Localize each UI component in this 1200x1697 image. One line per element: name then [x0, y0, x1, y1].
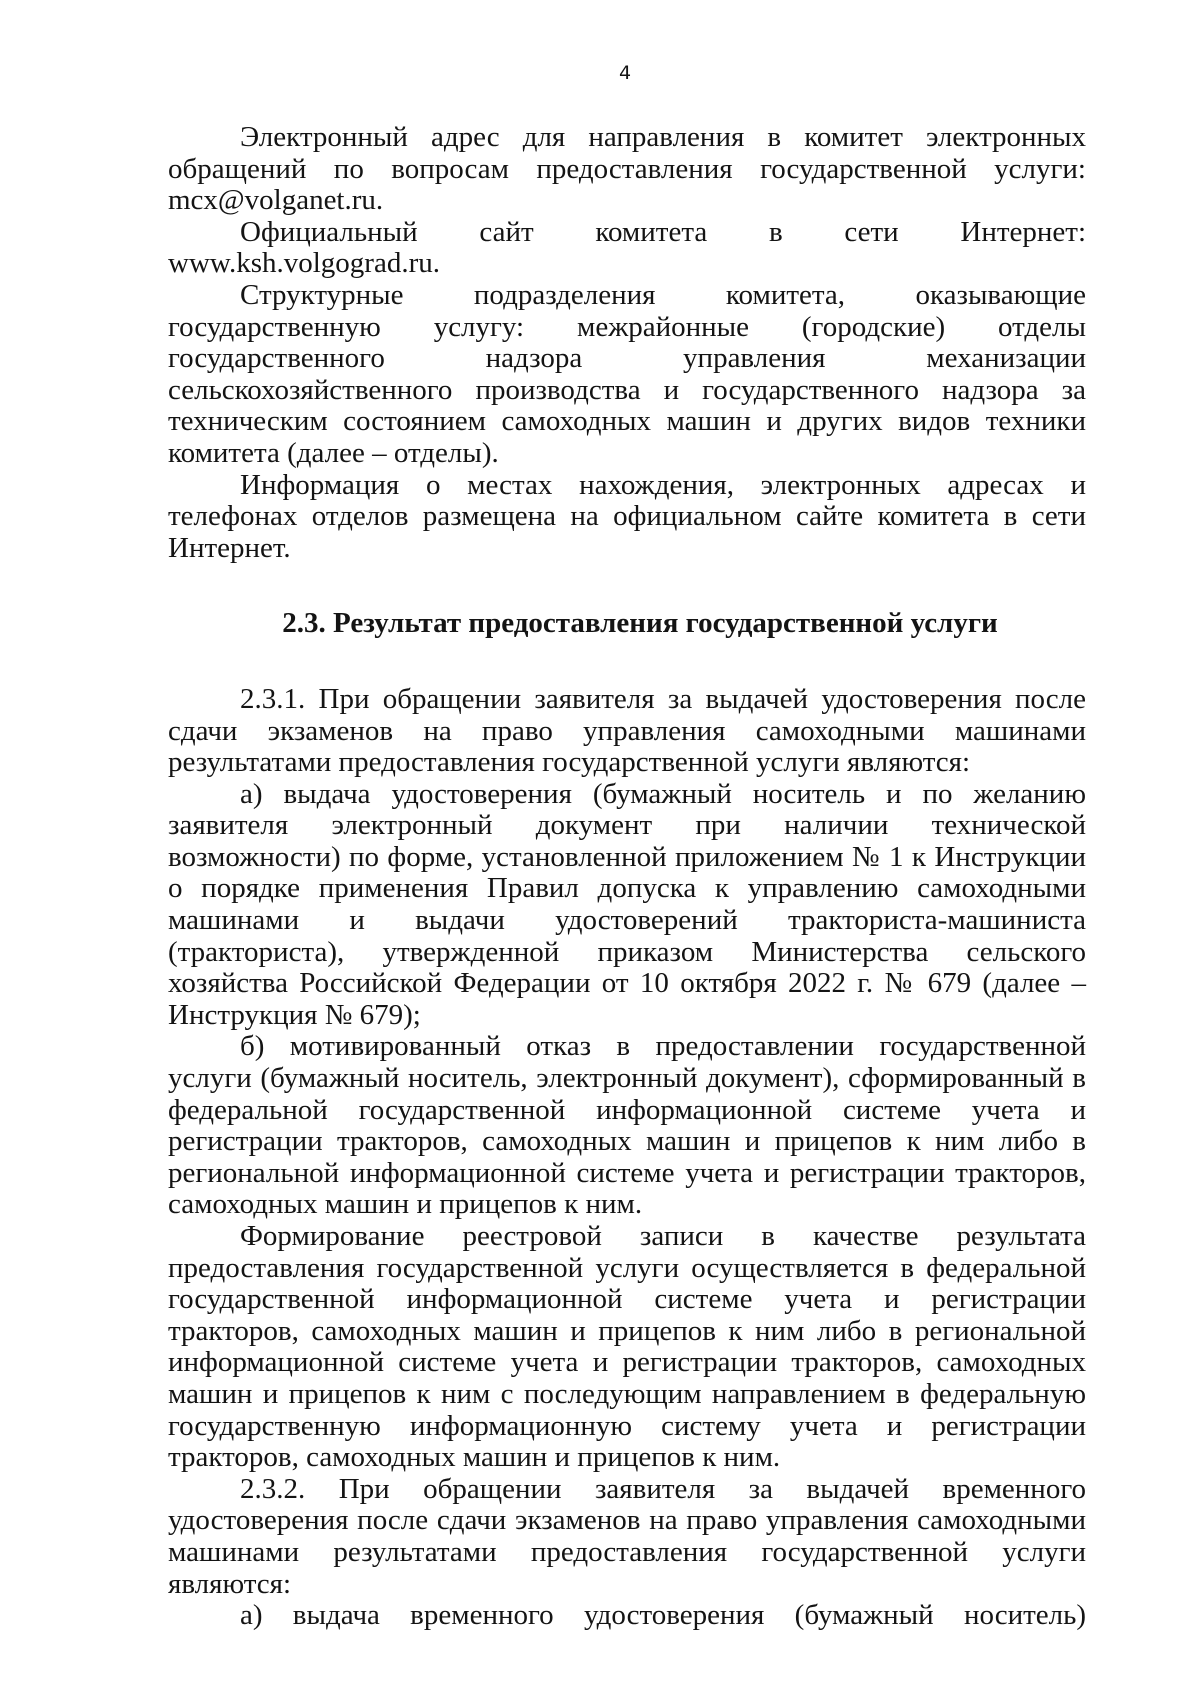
paragraph-item-a: а) выдача удостоверения (бумажный носитель и по желанию заявителя электронный документ при наличии технической возможности) по форме, установленной приложением № 1 к Инструкции о порядке применения Правил допуска к управлению самоходными машинами и выдачи удостоверений тракториста-машиниста (тракториста), утвержденной приказом Министерства сельского хозяйства Российской Федерации от 10 октября 2022 г. № 679 (далее – Инструкция № 679);	[168, 777, 1086, 1031]
section-heading: 2.3. Результат предоставления государственной услуги	[282, 607, 998, 640]
paragraph-email: Электронный адрес для направления в комитет электронных обращений по вопросам предоставления государственной услуги: mcx@volganet.ru.	[168, 121, 1086, 217]
paragraph-item-a-temporary: а) выдача временного удостоверения (бумажный носитель)	[240, 1599, 1086, 1632]
paragraph-departments: Структурные подразделения комитета, оказывающие государственную услугу: межрайонные (городские) отделы государственного надзора управления механизации сельскохозяйственного производства и государственного надзора за техническим состоянием самоходных машин и других видов техники комитета (далее – отделы).	[168, 278, 1086, 469]
paragraph-website: Официальный сайт комитета в сети Интернет: www.ksh.volgograd.ru.	[168, 215, 1086, 280]
page-number: 4	[618, 62, 632, 84]
paragraph-2-3-2: 2.3.2. При обращении заявителя за выдачей временного удостоверения после сдачи экзаменов на право управления самоходными машинами результатами предоставления государственной услуги являются:	[168, 1472, 1086, 1600]
document-body	[168, 122, 1086, 1632]
paragraph-registry-record: Формирование реестровой записи в качестве результата предоставления государственной услуги осуществляется в федеральной государственной информационной системе учета и регистрации тракторов, самоходных машин и прицепов к ним либо в региональной информационной системе учета и регистрации тракторов, самоходных машин и прицепов к ним с последующим направлением в федеральную государственную информационную систему учета и регистрации тракторов, самоходных машин и прицепов к ним.	[168, 1220, 1086, 1474]
paragraph-info-location: Информация о местах нахождения, электронных адресах и телефонах отделов размещена на официальном сайте комитета в сети Интернет.	[168, 468, 1086, 564]
paragraph-item-b: б) мотивированный отказ в предоставлении государственной услуги (бумажный носитель, электронный документ), сформированный в федеральной государственной информационной системе учета и регистрации тракторов, самоходных машин и прицепов к ним либо в региональной информационной системе учета и регистрации тракторов, самоходных машин и прицепов к ним.	[168, 1030, 1086, 1221]
paragraph-2-3-1: 2.3.1. При обращении заявителя за выдачей удостоверения после сдачи экзаменов на право управления самоходными машинами результатами предоставления государственной услуги являются:	[168, 682, 1086, 779]
